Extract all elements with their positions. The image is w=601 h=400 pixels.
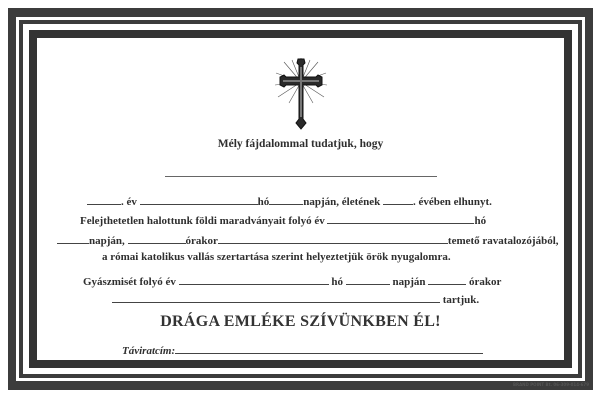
funeral-hour-field[interactable]	[128, 233, 186, 244]
printer-mark: BRAND POINT Bt. 06-309-014-679	[512, 382, 589, 387]
separator-line	[165, 176, 437, 177]
funeral-day-field[interactable]	[57, 233, 89, 244]
telegram-field[interactable]	[175, 343, 483, 354]
form-line-4	[102, 251, 451, 263]
day-age-label: napján, életének	[303, 196, 381, 208]
remains-text: Felejthetetlen halottunk földi maradványait folyó év	[80, 215, 325, 227]
form-line-5	[83, 274, 501, 288]
form-line-3	[57, 233, 559, 247]
telegram-label: Táviratcím:	[122, 345, 176, 357]
form-line-6	[112, 292, 479, 306]
cemetery-label: temető ravatalozójából,	[447, 235, 559, 247]
mass-label: Gyászmisét folyó év	[83, 276, 176, 288]
mass-month-label: hó	[331, 276, 343, 288]
year-field[interactable]	[87, 194, 121, 205]
ceremony-text: a római katolikus vallás szertartása szerint helyeztetjük örök nyugalomra.	[102, 251, 451, 263]
year-label: . év	[121, 196, 137, 208]
mass-day-field[interactable]	[346, 274, 390, 285]
day-field[interactable]	[269, 194, 303, 205]
month-field[interactable]	[140, 194, 258, 205]
memorial-title: DRÁGA EMLÉKE SZÍVÜNKBEN ÉL!	[160, 313, 441, 330]
mass-hour-field[interactable]	[428, 274, 466, 285]
form-line-1	[87, 194, 492, 208]
cemetery-field[interactable]	[218, 233, 448, 244]
announcement-heading: Mély fájdalommal tudatjuk, hogy	[217, 138, 384, 150]
mass-month-field[interactable]	[179, 274, 329, 285]
age-suffix-label: . évében elhunyt.	[413, 196, 492, 208]
cross-icon	[272, 55, 330, 131]
church-field[interactable]	[112, 292, 440, 303]
form-line-2	[80, 213, 486, 227]
form-line-telegram	[122, 343, 483, 357]
age-field[interactable]	[383, 194, 413, 205]
month-label: hó	[257, 196, 270, 208]
held-label: tartjuk.	[442, 294, 480, 306]
funeral-month-label: hó	[474, 215, 487, 227]
funeral-hour-label: órakor	[185, 235, 218, 247]
mass-hour-label: órakor	[469, 276, 502, 288]
mass-day-label: napján	[392, 276, 426, 288]
funeral-month-field[interactable]	[327, 213, 474, 224]
funeral-day-label: napján,	[89, 235, 125, 247]
